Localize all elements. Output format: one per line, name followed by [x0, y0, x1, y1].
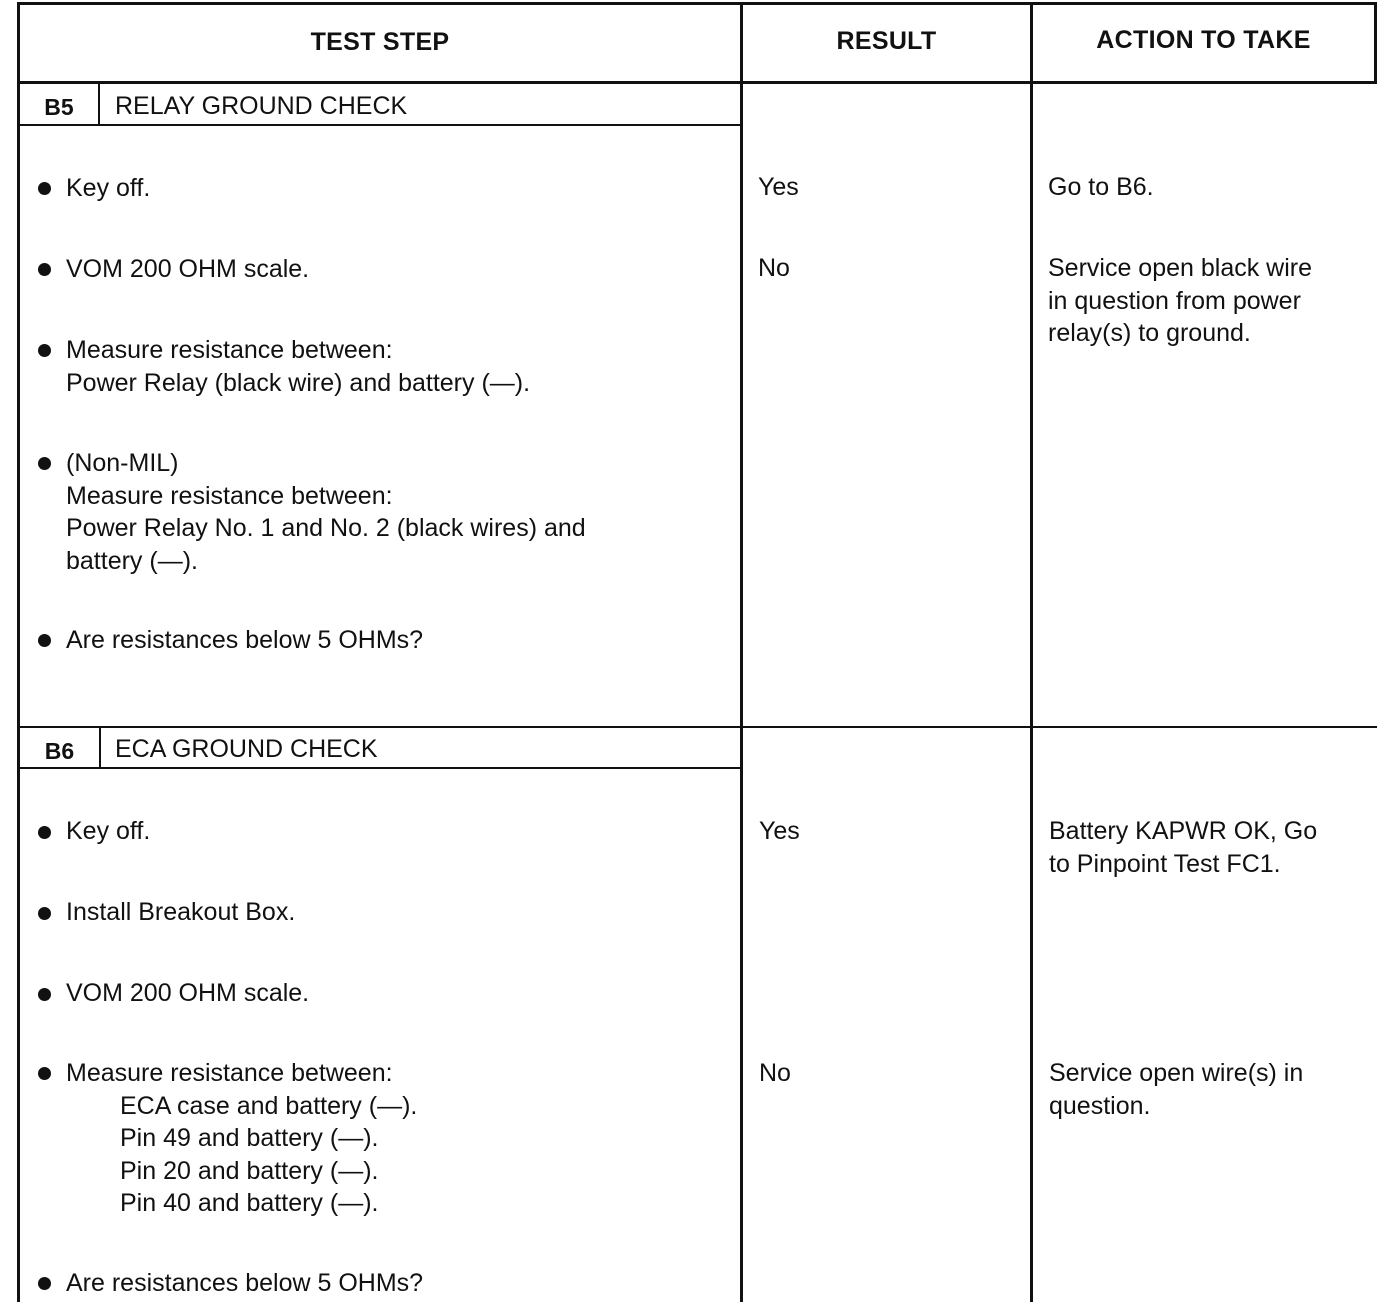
b5-code-divider	[98, 83, 100, 126]
b5-step-title: RELAY GROUND CHECK	[115, 92, 408, 120]
b6-step-4-label: Measure resistance between:	[66, 1059, 393, 1087]
b6-step-2: Install Breakout Box.	[66, 898, 296, 926]
b5-step-1: Key off.	[66, 174, 151, 202]
bullet-icon	[38, 344, 51, 357]
header-action-to-take: ACTION TO TAKE	[1096, 26, 1311, 54]
b5-result-no: No	[758, 254, 790, 282]
b5-step-5: Are resistances below 5 OHMs?	[66, 626, 424, 654]
b6-step-5: Are resistances below 5 OHMs?	[66, 1269, 424, 1297]
b5-action-yes: Go to B6.	[1048, 173, 1154, 201]
b5-result-yes: Yes	[758, 173, 799, 201]
bullet-icon	[38, 634, 51, 647]
b6-step-3: VOM 200 OHM scale.	[66, 979, 310, 1007]
b6-step-4	[66, 1057, 417, 1220]
header-bottom-border	[17, 81, 1377, 84]
b5-step-4: (Non-MIL) Measure resistance between: Power Relay No. 1 and No. 2 (black wires) and battery (—).	[66, 449, 586, 575]
b6-measure-item: ECA case and battery (—).	[120, 1091, 418, 1120]
table-top-border	[17, 2, 1377, 5]
bullet-icon	[38, 1277, 51, 1290]
bullet-icon	[38, 826, 51, 839]
b5-title-bottom-border	[17, 124, 742, 126]
table-right-border	[1374, 2, 1377, 82]
bullet-icon	[38, 988, 51, 1001]
table-left-border	[17, 2, 20, 1302]
b5-step-2: VOM 200 OHM scale.	[66, 255, 310, 283]
b6-action-no: Service open wire(s) in question.	[1049, 1059, 1304, 1120]
b6-step-title: ECA GROUND CHECK	[115, 735, 378, 763]
bullet-icon	[38, 457, 51, 470]
column-divider-result	[740, 2, 743, 1302]
b6-step-1: Key off.	[66, 817, 151, 845]
header-result: RESULT	[836, 27, 937, 55]
bullet-icon	[38, 263, 51, 276]
b6-result-yes: Yes	[759, 817, 800, 845]
b5-step-3: Measure resistance between: Power Relay (black wire) and battery (—).	[66, 336, 531, 397]
bullet-icon	[38, 1067, 51, 1080]
b6-measure-item: Pin 40 and battery (—).	[120, 1189, 379, 1217]
bullet-icon	[38, 907, 51, 920]
b6-result-no: No	[759, 1059, 791, 1087]
b6-code-divider	[99, 727, 101, 769]
section-separator	[17, 726, 1377, 728]
b6-step-code: B6	[44, 738, 75, 764]
column-divider-action	[1030, 2, 1033, 1302]
header-test-step: TEST STEP	[310, 28, 450, 56]
b6-action-yes: Battery KAPWR OK, Go to Pinpoint Test FC1.	[1049, 817, 1318, 878]
b6-measure-item: Pin 49 and battery (—).	[120, 1124, 379, 1152]
b5-action-no: Service open black wire in question from power relay(s) to ground.	[1048, 254, 1313, 347]
b5-step-code: B5	[44, 94, 74, 120]
b6-title-bottom-border	[17, 767, 742, 769]
b6-measure-item: Pin 20 and battery (—).	[120, 1156, 379, 1185]
bullet-icon	[38, 182, 51, 195]
